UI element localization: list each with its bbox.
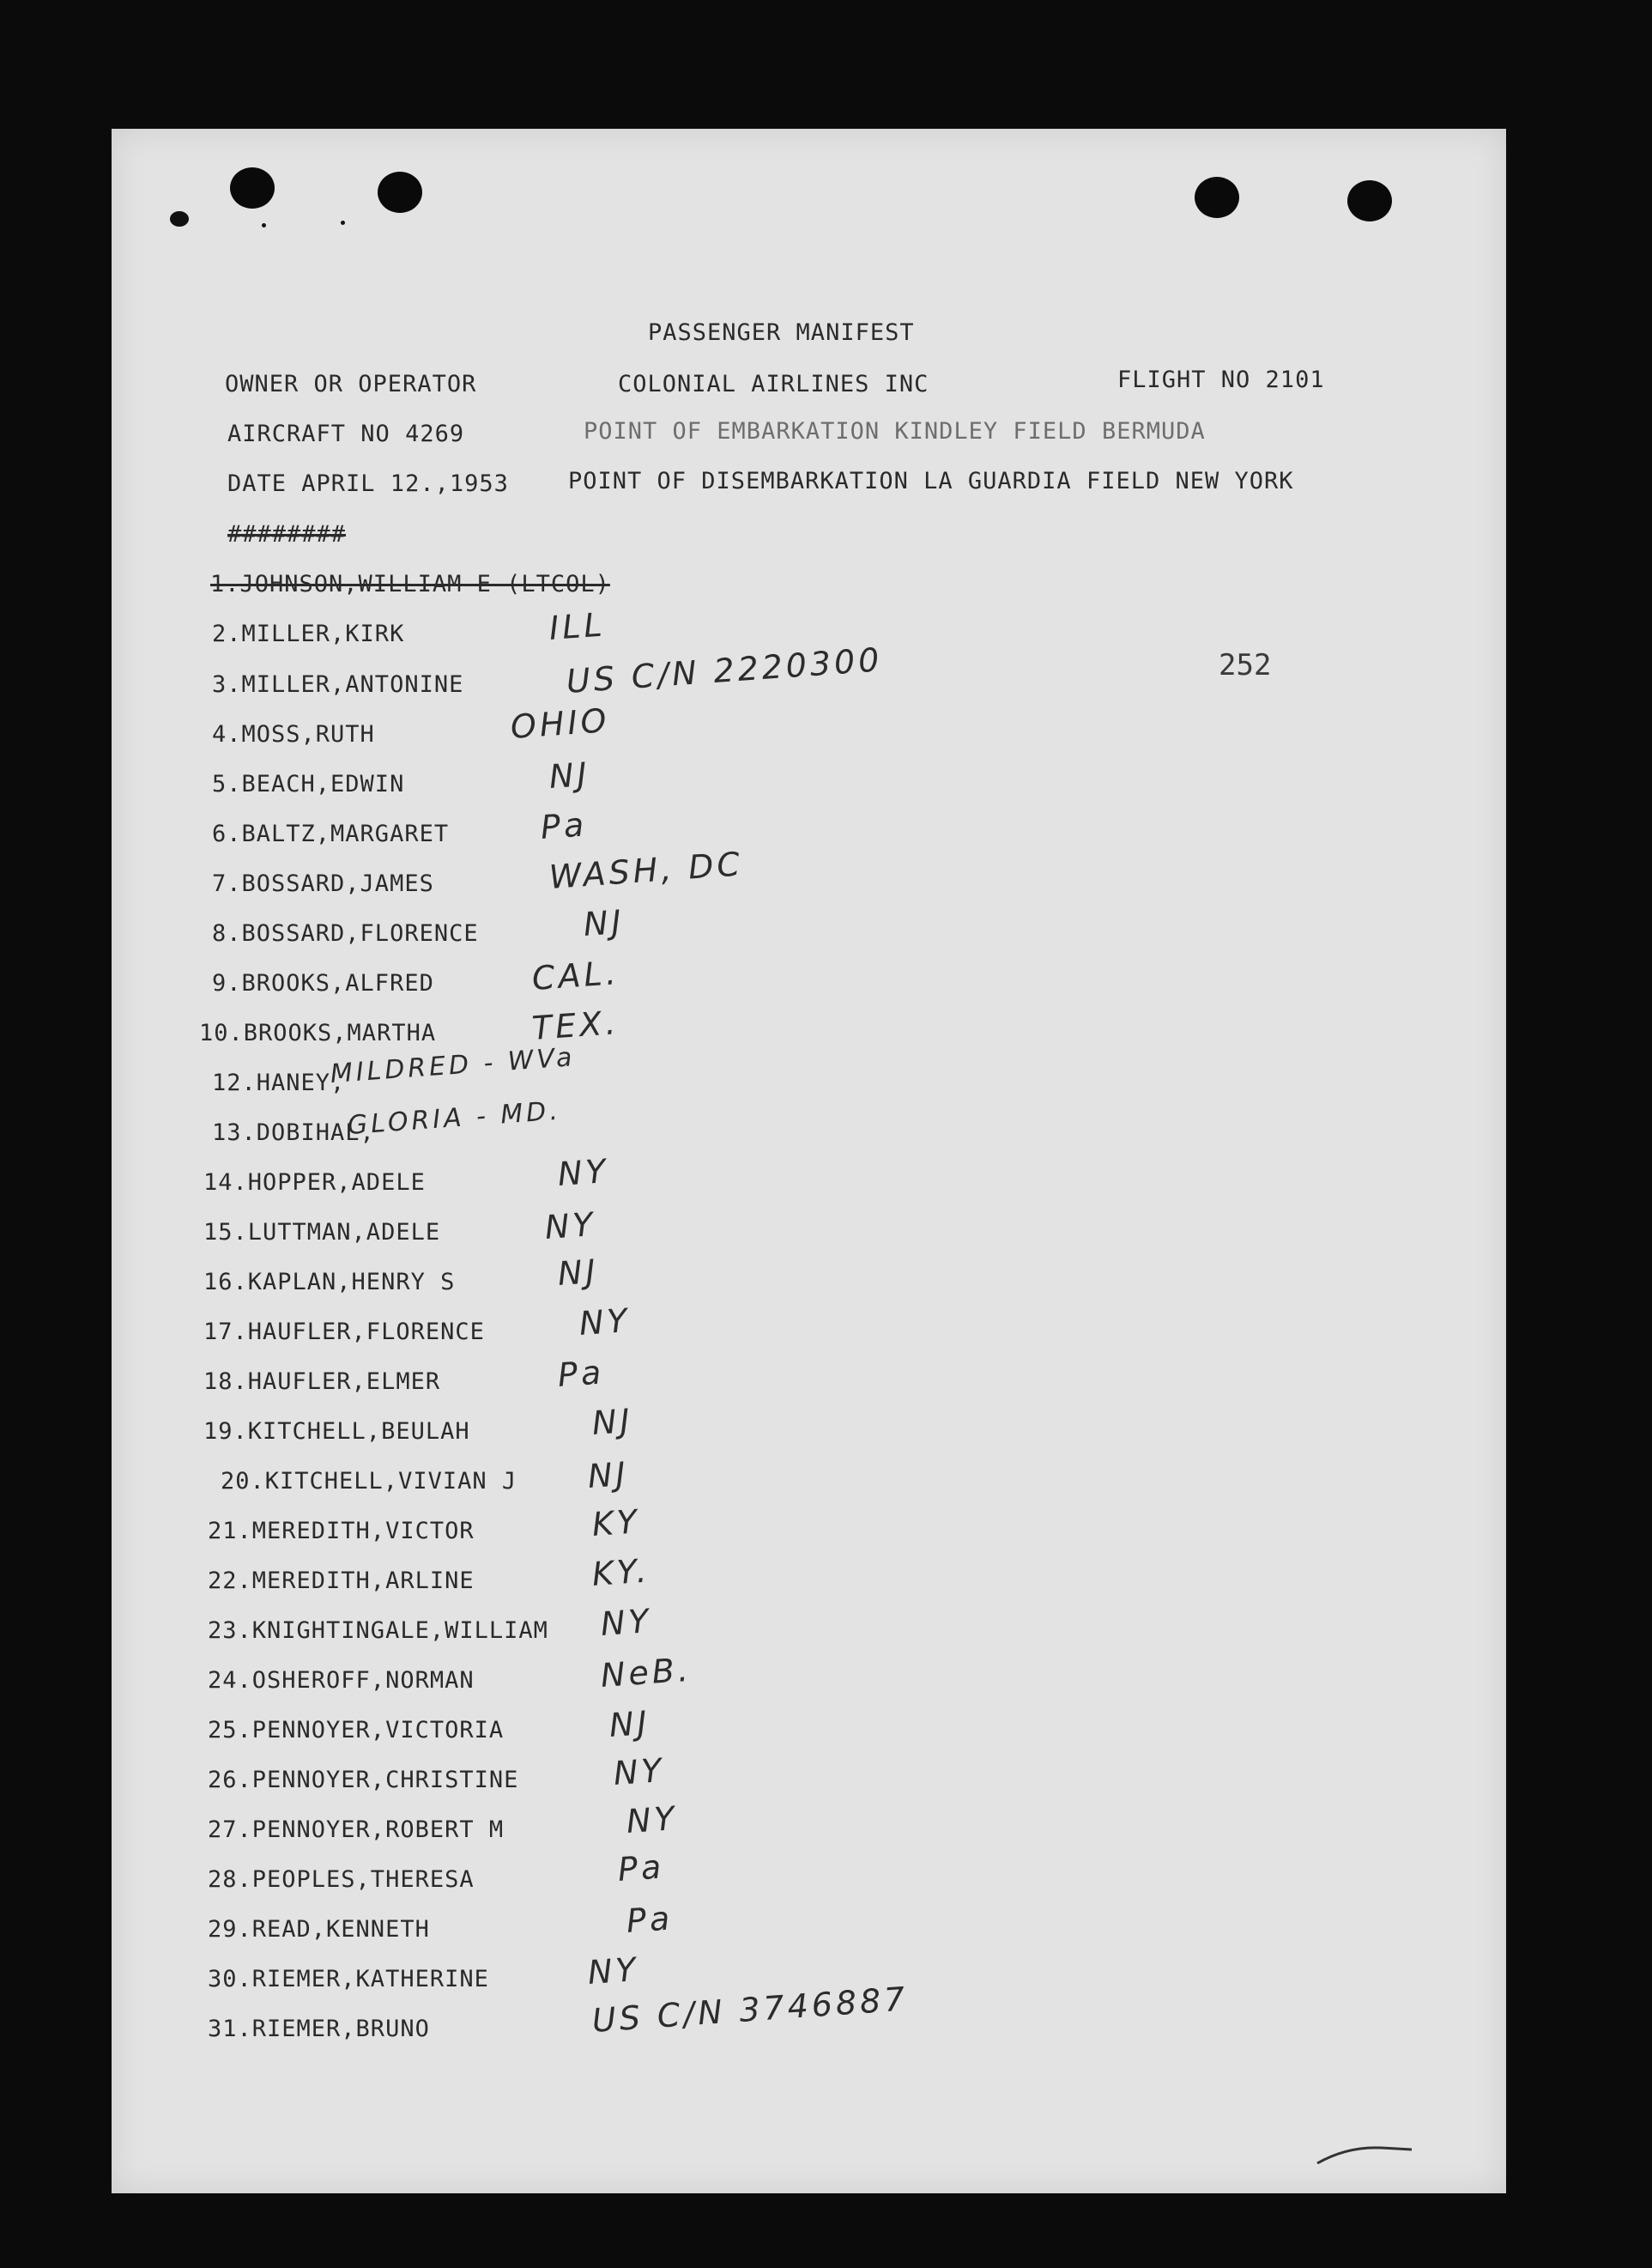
page-number: 252: [1219, 648, 1272, 682]
handwritten-state: MILDRED - WVa: [329, 1042, 577, 1089]
passenger-entry: 17.HAUFLER,FLORENCE: [203, 1319, 485, 1345]
handwritten-state: NY: [556, 1151, 611, 1193]
owner-label: OWNER OR OPERATOR: [225, 371, 477, 397]
passenger-entry: 6.BALTZ,MARGARET: [212, 821, 450, 847]
handwritten-state: Pa: [539, 805, 589, 846]
passenger-entry: 8.BOSSARD,FLORENCE: [212, 920, 479, 947]
disembarkation-point: POINT OF DISEMBARKATION LA GUARDIA FIELD NEW YORK: [568, 468, 1294, 494]
handwritten-state: NJ: [582, 902, 626, 943]
handwritten-state: US C/N 3746887: [590, 1980, 910, 2040]
handwritten-state: KY.: [590, 1551, 651, 1593]
manifest-title: PASSENGER MANIFEST: [648, 319, 915, 346]
handwritten-state: NY: [599, 1601, 654, 1643]
passenger-entry: 19.KITCHELL,BEULAH: [203, 1418, 470, 1445]
handwritten-state: ILL: [548, 605, 607, 647]
passenger-entry: 13.DOBIHAL,: [212, 1119, 375, 1146]
passenger-entry: 2.MILLER,KIRK: [212, 621, 405, 647]
passenger-entry: 10.BROOKS,MARTHA: [199, 1020, 437, 1046]
passenger-entry: 25.PENNOYER,VICTORIA: [208, 1717, 505, 1743]
handwritten-state: NY: [543, 1204, 598, 1246]
handwritten-state: US C/N 2220300: [565, 640, 884, 700]
passenger-entry: 18.HAUFLER,ELMER: [203, 1368, 441, 1395]
ink-speck: [170, 211, 189, 227]
passenger-entry: 15.LUTTMAN,ADELE: [203, 1219, 441, 1246]
handwritten-state: Pa: [556, 1353, 606, 1394]
passenger-entry: 30.RIEMER,KATHERINE: [208, 1966, 489, 1992]
passenger-entry: 3.MILLER,ANTONINE: [212, 671, 464, 698]
passenger-entry: 14.HOPPER,ADELE: [203, 1169, 426, 1196]
passenger-entry: 16.KAPLAN,HENRY S: [203, 1269, 456, 1295]
passenger-entry: 24.OSHEROFF,NORMAN: [208, 1667, 475, 1694]
ink-speck: [262, 223, 266, 227]
passenger-entry: 5.BEACH,EDWIN: [212, 771, 405, 797]
handwritten-state: NeB.: [599, 1650, 693, 1695]
passenger-entry: 12.HANEY,: [212, 1070, 346, 1096]
embarkation-point: POINT OF EMBARKATION KINDLEY FIELD BERMUDA: [584, 418, 1206, 445]
passenger-entry: 7.BOSSARD,JAMES: [212, 870, 434, 897]
handwritten-state: NJ: [586, 1454, 631, 1495]
flight-date: DATE APRIL 12.,1953: [227, 470, 509, 497]
handwritten-state: NY: [578, 1301, 632, 1343]
handwritten-state: CAL.: [530, 953, 621, 998]
manifest-sheet: [112, 129, 1506, 2193]
passenger-entry: 1.JOHNSON,WILLIAM E (LTCOL): [210, 571, 610, 597]
passenger-entry: 27.PENNOYER,ROBERT M: [208, 1816, 505, 1843]
punch-hole-1: [230, 167, 275, 209]
handwritten-state: NJ: [608, 1703, 652, 1744]
aircraft-number: AIRCRAFT NO 4269: [227, 421, 465, 447]
ink-speck: [341, 221, 345, 225]
hash-line: ########: [227, 521, 347, 548]
passenger-entry: 23.KNIGHTINGALE,WILLIAM: [208, 1617, 548, 1644]
handwritten-state: WASH, DC: [548, 845, 745, 896]
handwritten-state: NY: [612, 1750, 667, 1792]
pen-stroke: [1313, 2138, 1416, 2172]
passenger-entry: 22.MEREDITH,ARLINE: [208, 1568, 475, 1594]
passenger-entry: 26.PENNOYER,CHRISTINE: [208, 1767, 519, 1793]
passenger-entry: 21.MEREDITH,VICTOR: [208, 1518, 475, 1544]
punch-hole-4: [1347, 180, 1392, 221]
flight-number: FLIGHT NO 2101: [1117, 367, 1325, 393]
passenger-entry: 29.READ,KENNETH: [208, 1916, 430, 1943]
handwritten-state: Pa: [625, 1899, 675, 1940]
punch-hole-2: [378, 172, 422, 213]
handwritten-state: Pa: [616, 1847, 666, 1889]
handwritten-state: GLORIA - MD.: [346, 1095, 562, 1141]
handwritten-state: NJ: [556, 1252, 601, 1293]
passenger-entry: 4.MOSS,RUTH: [212, 721, 375, 748]
handwritten-state: NY: [625, 1798, 680, 1840]
handwritten-state: KY: [590, 1502, 642, 1543]
handwritten-state: NJ: [590, 1401, 635, 1442]
handwritten-state: NJ: [548, 755, 592, 796]
punch-hole-3: [1195, 177, 1239, 218]
passenger-entry: 9.BROOKS,ALFRED: [212, 970, 434, 997]
passenger-entry: 31.RIEMER,BRUNO: [208, 2016, 430, 2042]
handwritten-state: TEX.: [530, 1003, 620, 1047]
passenger-entry: 28.PEOPLES,THERESA: [208, 1866, 475, 1893]
passenger-entry: 20.KITCHELL,VIVIAN J: [221, 1468, 517, 1495]
owner-value: COLONIAL AIRLINES INC: [618, 371, 929, 397]
handwritten-state: OHIO: [509, 700, 611, 746]
handwritten-state: NY: [586, 1950, 641, 1992]
